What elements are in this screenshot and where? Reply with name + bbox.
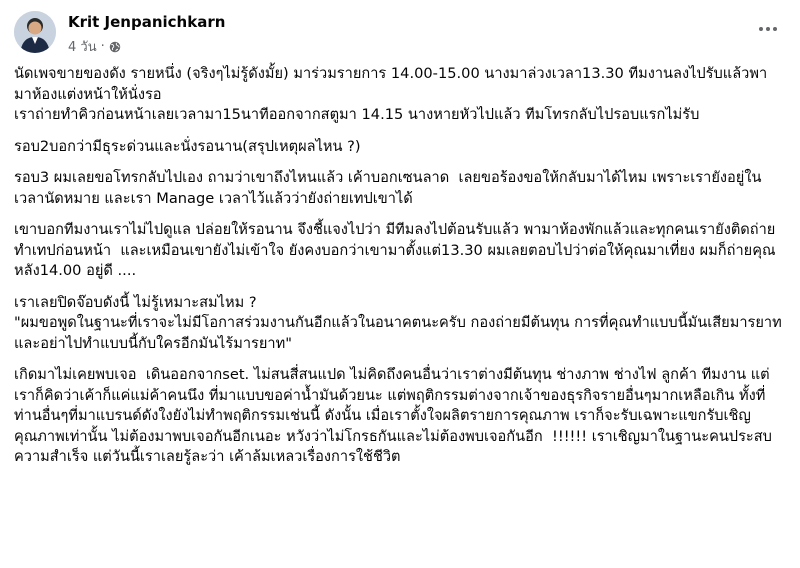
post-time[interactable]: 4 วัน <box>68 40 97 55</box>
post-paragraph: นัดเพจขายของดัง รายหนึ่ง (จริงๆไม่รู้ดังมั้ย) มาร่วมรายการ 14.00-15.00 นางมาล่วงเวลา13.30 ทีมงานลงไปรับแล้วพามาห้องแต่งหน้าให้นั่งรอ เราถ่ายทำคิวก่อนหน้าเลยเวลามา15นาทีออกจากสตูมา 14.15 นางหายหัวไปแล้ว ทีมโทรกลับไปรอบแรกไม่รับ <box>14 65 768 123</box>
ellipsis-icon <box>759 27 763 31</box>
post-header <box>14 11 786 61</box>
meta-separator: · <box>100 39 105 54</box>
more-options-button[interactable] <box>752 15 784 43</box>
author-name[interactable]: Krit Jenpanichkarn <box>68 13 226 31</box>
avatar-image <box>14 11 56 53</box>
ellipsis-icon <box>766 27 770 31</box>
post-paragraph: รอบ2บอกว่ามีธุระด่วนและนั่งรอนาน(สรุปเหตุผลไหน ?) <box>14 137 361 155</box>
post-paragraph: เราเลยปิดจ๊อบดังนี้ ไม่รู้เหมาะสมไหม ? "ผมขอพูดในฐานะที่เราจะไม่มีโอกาสร่วมงานกันอีกแล้วในอนาคตนะครับ กองถ่ายมีต้นทุน การที่คุณทำแบบนี้มันเสียมารยาท และอย่าไปทำแบบนี้กับใครอีกมันไร้มารยาท" <box>14 293 782 352</box>
post-body <box>14 64 782 479</box>
post-paragraph: เกิดมาไม่เคยพบเจอ เดินออกจากset. ไม่สนสี่สนแปด ไม่คิดถึงคนอื่นว่าเราต่างมีต้นทุน ช่างภาพ ช่างไฟ ลูกค้า ทีมงาน แต่เราก็คิดว่าเค้าก็แค่แม่ค้าคนนึง ที่มาแบบขอค่าน้ำมันด้วยนะ แต่พฤติกรรมต่างจากเจ้าของธุรกิจรายอื่นๆมากเหลือเกิน ทั้งที่ท่านอื่นๆที่มาแบรนด์ดังใงยังไม่ทำพฤติกรรมเช่นนี้ ดังนั้น เมื่อเราตั้งใจผลิตรายการคุณภาพ เราก็จะรับเฉพาะแขกรับเชิญคุณภาพเท่านั้น ไม่ต้องมาพบเจอกันอีกเนอะ หวังว่าไม่โกรธกันและไม่ต้องพบเจอกันอีก !!!!!! เราเชิญมาในฐานะคนประสบความสำเร็จ แต่วันนี้เราเลยรู้ละว่า เค้าล้มเหลวเรื่องการใช้ชีวิต <box>14 366 772 465</box>
post-paragraph: เขาบอกทีมงานเราไม่ไปดูแล ปล่อยให้รอนาน จึงชี้แจงไปว่า มีทีมลงไปต้อนรับแล้ว พามาห้องพักแล้วและทุกคนเรายังติดถ่ายทำเทปก่อนหน้า และเหมือนเขายังไม่เข้าใจ ยังคงบอกว่าเขามาตั้งแต่13.30 ผมเลยตอบไปว่าต่อให้คุณมาเที่ยง ผมก็ถ่ายคุณหลัง14.00 อยู่ดี .... <box>14 221 776 279</box>
avatar[interactable] <box>14 11 56 53</box>
post-meta <box>68 36 121 57</box>
globe-icon[interactable] <box>109 41 121 53</box>
post-paragraph: รอบ3 ผมเลยขอโทรกลับไปเอง ถามว่าเขาถึงไหนแล้ว เค้าบอกเซนลาด เลยขอร้องขอให้กลับมาได้ไหม เพราะเรายังอยู่ในเวลานัดหมาย และเรา Manage เวลาไว้แล้วว่ายังถ่ายเทปเขาได้ <box>14 169 762 207</box>
ellipsis-icon <box>773 27 777 31</box>
